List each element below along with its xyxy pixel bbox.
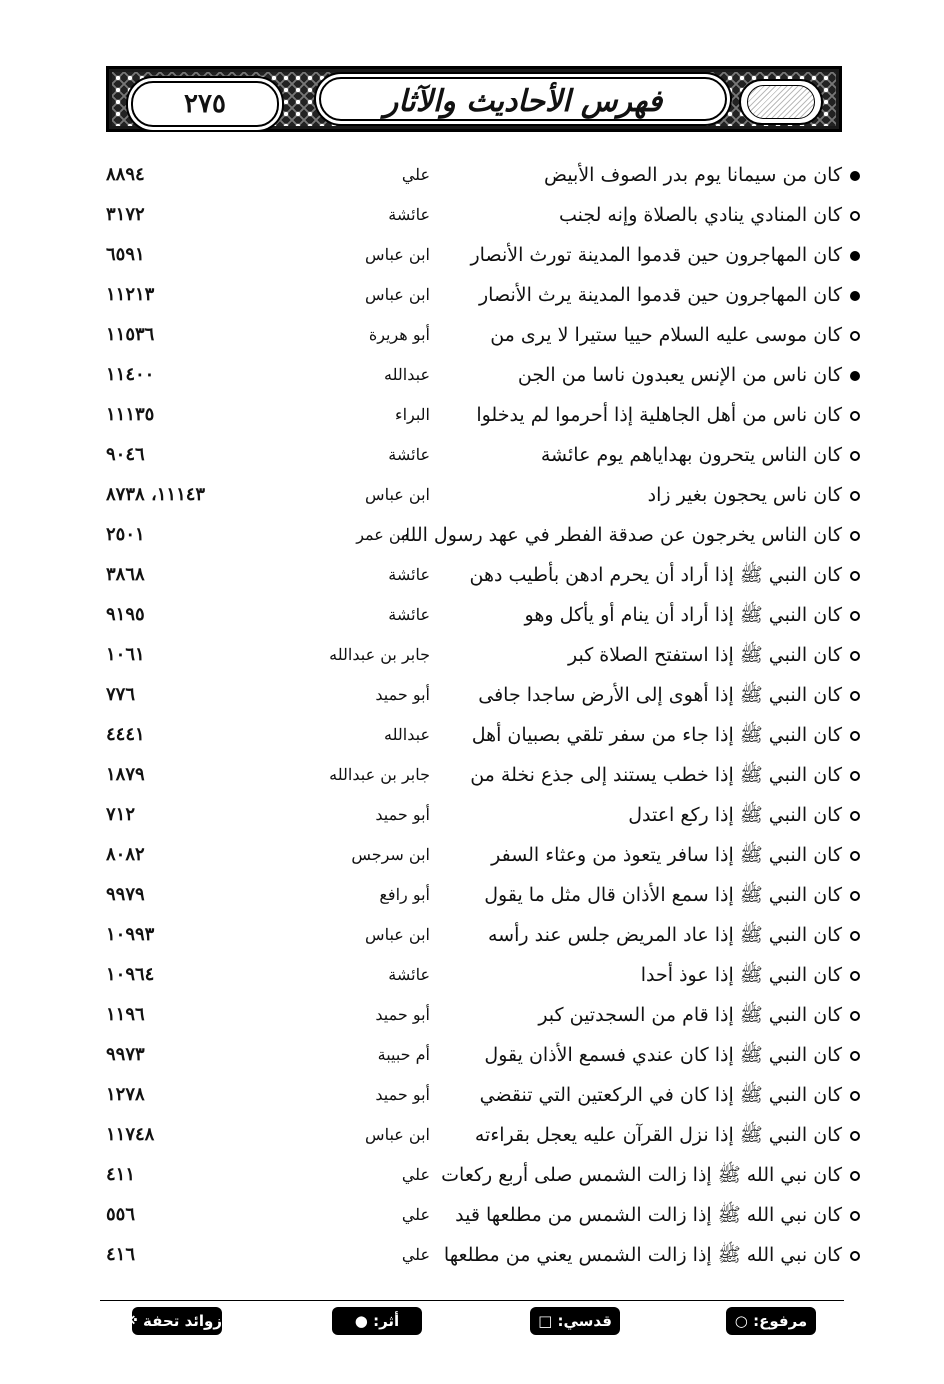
index-entry <box>100 835 860 875</box>
hollow-circle-icon <box>850 611 860 621</box>
entry-hadith-text: كان النبي ﷺ إذا استفتح الصلاة كبر <box>567 644 842 666</box>
entry-hadith-text: كان ناس يحجون بغير زاد <box>647 484 842 506</box>
entry-number: ١٠٦١ <box>106 644 145 665</box>
hollow-circle-icon <box>850 491 860 501</box>
index-entry <box>100 515 860 555</box>
hollow-circle-icon <box>850 1251 860 1261</box>
hollow-circle-icon <box>850 571 860 581</box>
entry-hadith-text: كان النبي ﷺ إذا أراد أن يحرم ادهن بأطيب دهن <box>469 564 842 586</box>
index-entry <box>100 155 860 195</box>
index-entry <box>100 595 860 635</box>
entry-hadith-text: كان نبي الله ﷺ إذا زالت الشمس يعني من مطلعها <box>443 1244 842 1266</box>
hollow-circle-icon <box>850 211 860 221</box>
hollow-circle-icon <box>850 891 860 901</box>
entry-hadith-text: كان المنادي ينادي بالصلاة وإنه لجنب <box>558 204 842 226</box>
entry-narrator: عائشة <box>388 565 430 584</box>
index-entry <box>100 675 860 715</box>
entry-hadith-text: كان المهاجرون حين قدموا المدينة تورث الأنصار <box>470 244 842 266</box>
index-entry <box>100 475 860 515</box>
entry-text <box>444 1235 860 1275</box>
entry-number: ١١٩٦ <box>106 1004 145 1025</box>
logo-emblem-icon <box>747 85 815 119</box>
entry-number: ١١٧٤٨ <box>106 1124 155 1145</box>
entry-hadith-text: كان النبي ﷺ إذا خطب يستند إلى جذع نخلة من <box>470 764 842 786</box>
entry-hadith-text: كان الناس يتحرون بهداياهم يوم عائشة <box>540 444 842 466</box>
entry-hadith-text: كان النبي ﷺ إذا ركع اعتدل <box>628 804 842 826</box>
index-entry <box>100 795 860 835</box>
entry-number: ١١٥٣٦ <box>106 324 155 345</box>
entry-number: ١٨٧٩ <box>106 764 145 785</box>
entry-narrator: علي <box>401 1245 430 1264</box>
page-title: فهرس الأحاديث والآثار <box>383 84 663 119</box>
index-entry <box>100 435 860 475</box>
legend-marfu: مرفوع: ○ <box>726 1307 816 1335</box>
legend-qudsi: قدسي: □ <box>530 1307 620 1335</box>
index-entry <box>100 715 860 755</box>
entry-text <box>641 955 860 995</box>
index-entry <box>100 395 860 435</box>
hollow-circle-icon <box>850 651 860 661</box>
entry-text <box>648 475 860 515</box>
filled-circle-icon <box>850 371 860 381</box>
entry-text <box>484 1035 860 1075</box>
entry-narrator: جابر بن عبدالله <box>329 765 430 784</box>
index-entry <box>100 315 860 355</box>
entry-narrator: أبو حميد <box>375 805 430 824</box>
entry-narrator: عائشة <box>388 965 430 984</box>
hollow-circle-icon <box>850 931 860 941</box>
entry-hadith-text: كان النبي ﷺ إذا عوذ أحدا <box>640 964 842 986</box>
entry-hadith-text: كان من سيمانا يوم بدر الصوف الأبيض <box>544 164 842 186</box>
entry-narrator: أبو حميد <box>375 1005 430 1024</box>
entry-text <box>568 635 860 675</box>
entry-number: ٤١٦ <box>106 1244 136 1265</box>
hollow-circle-icon <box>850 811 860 821</box>
entry-hadith-text: كان النبي ﷺ إذا كان عندي فسمع الأذان يقول <box>484 1044 842 1066</box>
entry-number: ٤١١ <box>106 1164 136 1185</box>
entry-text <box>628 795 860 835</box>
entry-text <box>525 595 860 635</box>
entry-text <box>455 1195 860 1235</box>
entry-text <box>470 755 860 795</box>
entry-narrator: عائشة <box>388 605 430 624</box>
index-entry <box>100 875 860 915</box>
entry-number: ٩٠٤٦ <box>106 444 145 465</box>
hollow-circle-icon <box>850 1051 860 1061</box>
index-entry <box>100 235 860 275</box>
entry-hadith-text: كان النبي ﷺ إذا سافر يتعوذ من وعثاء السفر <box>491 844 842 866</box>
entry-narrator: علي <box>401 1165 430 1184</box>
index-entry <box>100 755 860 795</box>
entry-number: ٢٥٠١ <box>106 524 145 545</box>
entry-number: ٣١٧٢ <box>106 204 145 225</box>
hollow-circle-icon <box>850 971 860 981</box>
entry-hadith-text: كان المهاجرون حين قدموا المدينة يرث الأنصار <box>479 284 842 306</box>
entry-number: ٩١٩٥ <box>106 604 145 625</box>
entry-text <box>480 1075 860 1115</box>
entry-narrator: علي <box>401 1205 430 1224</box>
entry-narrator: أبو رافع <box>379 885 430 904</box>
hollow-circle-icon <box>850 771 860 781</box>
entry-hadith-text: كان نبي الله ﷺ إذا زالت الشمس من مطلعها قيد <box>455 1204 842 1226</box>
entry-narrator: عائشة <box>388 205 430 224</box>
footer-divider <box>100 1300 844 1301</box>
index-entry <box>100 995 860 1035</box>
entry-number: ١٢٧٨ <box>106 1084 145 1105</box>
entry-narrator: ابن عباس <box>365 1125 430 1144</box>
index-entry <box>100 915 860 955</box>
entry-text <box>544 155 860 195</box>
entry-number: ٣٨٦٨ <box>106 564 145 585</box>
entry-text <box>488 915 860 955</box>
entry-number: ١٠٩٩٣ <box>106 924 155 945</box>
entry-text <box>441 1155 860 1195</box>
entry-narrator: البراء <box>395 405 430 424</box>
entry-hadith-text: كان الناس يخرجون عن صدقة الفطر في عهد رسول الله <box>400 524 842 546</box>
entry-hadith-text: كان نبي الله ﷺ إذا زالت الشمس صلى أربع ركعات <box>441 1164 842 1186</box>
entry-text <box>471 235 861 275</box>
hollow-circle-icon <box>850 1091 860 1101</box>
entry-number: ١١٤٠٠ <box>106 364 155 385</box>
hollow-circle-icon <box>850 1131 860 1141</box>
entry-narrator: عائشة <box>388 445 430 464</box>
entry-number: ١١١٣٥ <box>106 404 155 425</box>
index-entry <box>100 1035 860 1075</box>
hollow-circle-icon <box>850 331 860 341</box>
entry-text <box>479 275 860 315</box>
entry-narrator: عبدالله <box>384 725 430 744</box>
index-entry <box>100 1115 860 1155</box>
hollow-circle-icon <box>850 851 860 861</box>
index-entry <box>100 955 860 995</box>
entry-hadith-text: كان النبي ﷺ إذا قام من السجدتين كبر <box>538 1004 842 1026</box>
entry-text <box>541 435 860 475</box>
index-entry <box>100 1195 860 1235</box>
filled-circle-icon <box>850 251 860 261</box>
entry-hadith-text: كان النبي ﷺ إذا جاء من سفر تلقي بصبيان أهل <box>471 724 842 746</box>
entry-hadith-text: كان النبي ﷺ إذا نزل القرآن عليه يعجل بقراءته <box>474 1124 842 1146</box>
entry-hadith-text: كان النبي ﷺ إذا عاد المريض جلس عند رأسه <box>488 924 842 946</box>
entry-number: ٧١٢ <box>106 804 136 825</box>
index-entry <box>100 355 860 395</box>
index-entry <box>100 1155 860 1195</box>
entry-number: ١١١٤٣، ٨٧٣٨ <box>106 484 206 505</box>
filled-circle-icon <box>850 291 860 301</box>
hollow-circle-icon <box>850 1011 860 1021</box>
entry-number: ١٠٩٦٤ <box>106 964 155 985</box>
entry-number: ١١٢١٣ <box>106 284 155 305</box>
entry-hadith-text: كان النبي ﷺ إذا أراد أن ينام أو يأكل وهو <box>524 604 842 626</box>
hollow-circle-icon <box>850 691 860 701</box>
index-entry <box>100 275 860 315</box>
entry-text <box>559 195 860 235</box>
entry-text <box>475 1115 860 1155</box>
entry-narrator: ابن عباس <box>365 285 430 304</box>
entry-narrator: ابن عباس <box>365 485 430 504</box>
entry-number: ٤٤٤١ <box>106 724 145 745</box>
entry-narrator: أم حبيبة <box>377 1045 430 1064</box>
entry-text <box>472 715 860 755</box>
index-entry <box>100 635 860 675</box>
entry-number: ٩٩٧٣ <box>106 1044 145 1065</box>
index-entry <box>100 195 860 235</box>
entry-text <box>490 315 860 355</box>
index-entry <box>100 555 860 595</box>
legend-athar: أثر: ● <box>332 1307 422 1335</box>
entry-text <box>491 835 860 875</box>
entry-narrator: جابر بن عبدالله <box>329 645 430 664</box>
entry-text <box>518 355 860 395</box>
entry-text <box>478 675 860 715</box>
hollow-circle-icon <box>850 1171 860 1181</box>
entry-number: ٨٠٨٢ <box>106 844 145 865</box>
hadith-index-list <box>100 155 860 1275</box>
entry-number: ٧٧٦ <box>106 684 136 705</box>
entry-narrator: أبو حميد <box>375 1085 430 1104</box>
entry-narrator: ابن سرجس <box>351 845 430 864</box>
entry-narrator: ابن عباس <box>365 245 430 264</box>
entry-text <box>476 395 860 435</box>
legend-zawaid: زوائد تحفة ※ <box>132 1307 222 1335</box>
index-entry <box>100 1075 860 1115</box>
hollow-circle-icon <box>850 411 860 421</box>
hollow-circle-icon <box>850 451 860 461</box>
entry-number: ٨٨٩٤ <box>106 164 145 185</box>
index-entry <box>100 1235 860 1275</box>
hollow-circle-icon <box>850 731 860 741</box>
entry-text <box>538 995 860 1035</box>
entry-text <box>400 515 860 555</box>
entry-narrator: أبو هريرة <box>368 325 430 344</box>
entry-hadith-text: كان ناس من الإنس يعبدون ناسا من الجن <box>517 364 842 386</box>
page-number: ٢٧٥ <box>131 81 279 127</box>
entry-narrator: أبو حميد <box>375 685 430 704</box>
entry-narrator: علي <box>401 165 430 184</box>
entry-number: ٦٥٩١ <box>106 244 145 265</box>
entry-hadith-text: كان النبي ﷺ إذا أهوى إلى الأرض ساجدا جافى <box>478 684 842 706</box>
entry-narrator: ابن عباس <box>365 925 430 944</box>
publisher-logo <box>739 79 823 125</box>
entry-narrator: ابن عمر <box>356 525 410 544</box>
entry-hadith-text: كان النبي ﷺ إذا كان في الركعتين التي تنقضي <box>479 1084 842 1106</box>
entry-number: ٥٥٦ <box>106 1204 136 1225</box>
entry-hadith-text: كان موسى عليه السلام حييا ستيرا لا يرى من <box>490 324 842 346</box>
entry-hadith-text: كان النبي ﷺ إذا سمع الأذان قال مثل ما يقول <box>484 884 842 906</box>
entry-text <box>470 555 860 595</box>
entry-text <box>484 875 860 915</box>
filled-circle-icon <box>850 171 860 181</box>
hollow-circle-icon <box>850 531 860 541</box>
entry-number: ٩٩٧٩ <box>106 884 145 905</box>
entry-narrator: عبدالله <box>384 365 430 384</box>
hollow-circle-icon <box>850 1211 860 1221</box>
header-banner <box>106 66 842 132</box>
entry-hadith-text: كان ناس من أهل الجاهلية إذا أحرموا لم يدخلوا <box>476 404 842 426</box>
